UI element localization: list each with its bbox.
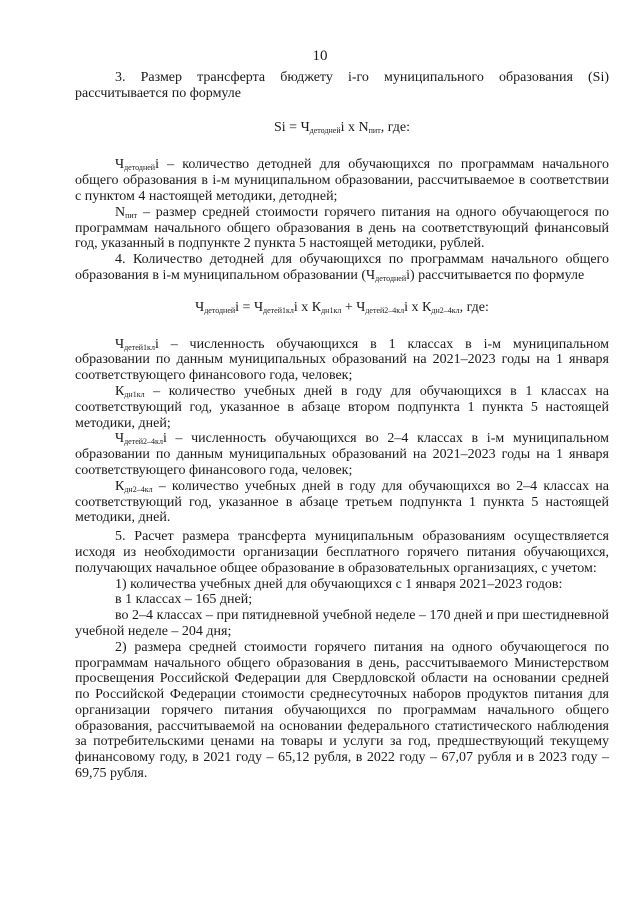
paragraph-5-1-b: во 2–4 классах – при пятидневной учебной неделе – 170 дней и при шестидневной учебной неделе – 204 дня; — [75, 608, 609, 639]
definition-n-pit: $N_{пит}$ – размер средней стоимости горячего питания на одного обучающегося по программам начального общего образования в день на соответствующий финансовый год, указанный в подпункте 2 пункта 5 настоящей методики, рублей. — [75, 204, 609, 252]
definition-ch-detodney: $Ч_{детодней}i$ – количество детодней для обучающихся по программам начального общего образования в i-м муниципальном образовании, рассчитываемое в соответствии с пунктом 4 настоящей методики, детодней; — [75, 157, 609, 204]
definition-k-2-4kl: $К_{дн2-4кл}$ – количество учебных дней в году для обучающихся во 2–4 классах на соответствующий год, указанное в абзаце третьем подпункта 1 пункта 5 настоящей методики, дней. — [75, 478, 609, 526]
paragraph-5-1: 1) количества учебных дней для обучающихся с 1 января 2021–2023 годов: — [115, 576, 563, 592]
definition-ch-1kl: $Ч_{детей1кл}i$ – численность обучающихся в 1 классах в i-м муниципальном образовании по данным муниципальных образований на 2021–2023 годы на 1 января соответствующего финансового года, человек; — [75, 336, 609, 384]
paragraph-5: 5. Расчет размера трансферта муниципальным образованиям осуществляется исходя из необходимости организации бесплатного горячего питания обучающихся, получающих начальное общее образование в образовательных организациях, с учетом: — [75, 529, 609, 576]
paragraph-3: 3. Размер трансферта бюджету i-го муниципального образования (Si) рассчитывается по формуле — [75, 70, 609, 101]
paragraph-5-2: 2) размера средней стоимости горячего питания на одного обучающегося по программам начального общего образования в день, рассчитываемого Министерством просвещения Российской Федерации для Свердловской области на основании средней по Российской Федерации стоимости среднесуточных наборов продуктов питания для организации горячего питания обучающихся по программам начального общего образования, рассчитываемой на основании федерального статистического наблюдения за потребительскими ценами на товары и услуги за год, предшествующий текущему финансовому году, в 2021 году – 65,12 рубля, в 2022 году – 67,07 рубля и в 2023 году – 69,75 рубля. — [75, 639, 609, 782]
paragraph-5-1-a: в 1 классах – 165 дней; — [115, 592, 253, 608]
definition-k-1kl: $К_{дн1кл}$ – количество учебных дней в году для обучающихся в 1 классах на соответствующий год, указанное в абзаце втором подпункта 1 пункта 5 настоящей методики, дней; — [75, 383, 609, 431]
document-body — [75, 70, 609, 782]
paragraph-4: 4. Количество детодней для обучающихся по программам начального общего образования в i-м муниципальном образовании $(Ч_{детодней}i)$ рассчитывается по формуле — [75, 252, 609, 283]
formula-si: $Si = Ч_{детодней}i$ х $N_{пит}$, где: — [274, 119, 410, 135]
definition-ch-2-4kl: $Ч_{детей2-4кл}i$ – численность обучающихся во 2–4 классах в i-м муниципальном образовании по данным муниципальных образований на 2021–2023 годы на 1 января соответствующего финансового года, человек; — [75, 431, 609, 478]
page-number: 10 — [312, 48, 328, 64]
formula-detodney: $Ч_{детодней}i = Ч_{детей1кл}i$ х $К_{дн1кл} + Ч_{детей2-4кл}i$ х $К_{дн2-4кл}$, где: — [195, 299, 489, 315]
